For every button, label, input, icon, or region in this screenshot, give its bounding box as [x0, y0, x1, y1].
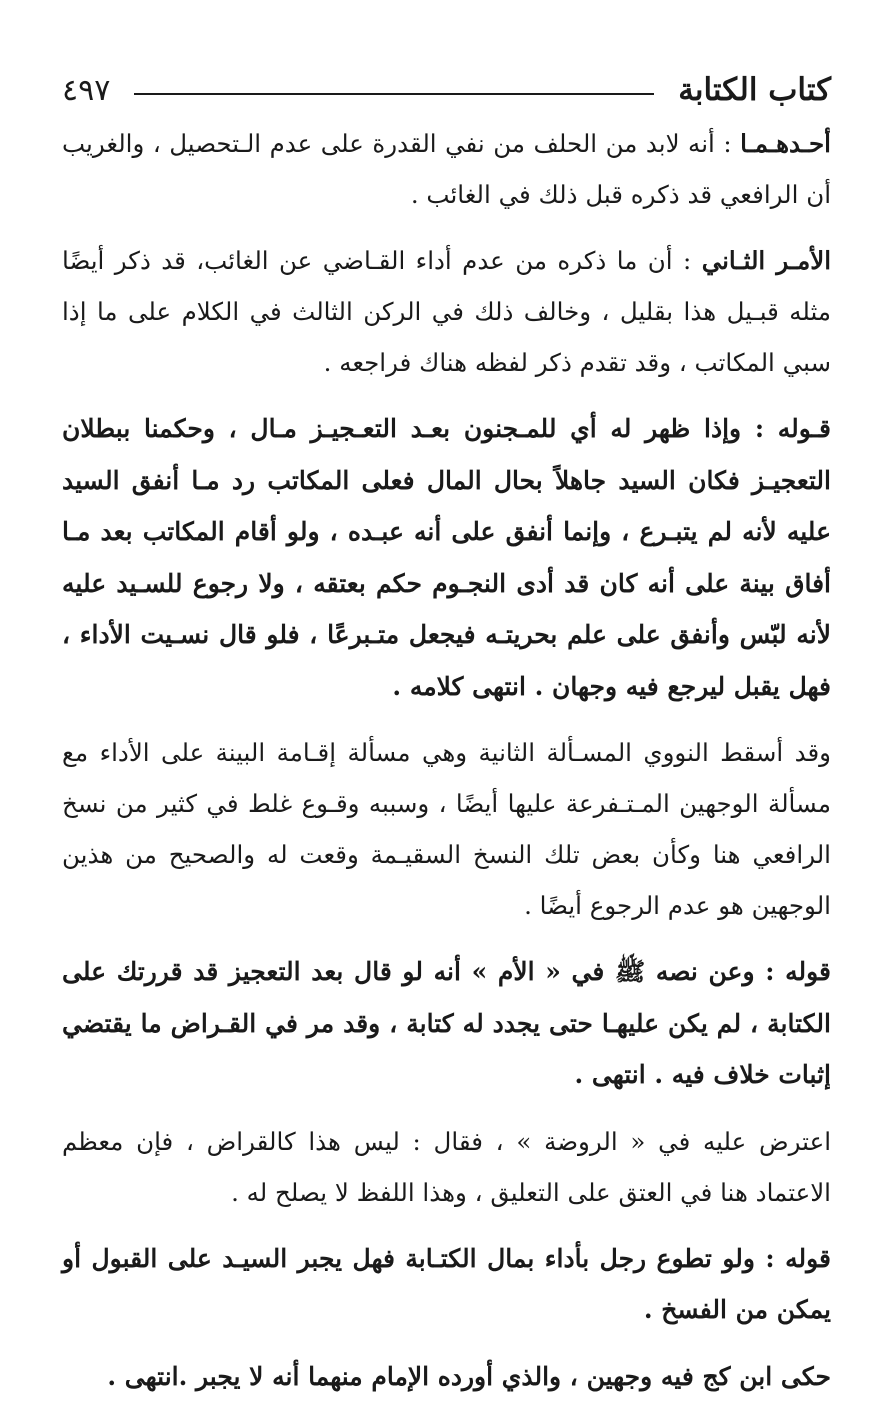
paragraph-lead: أحـدهـمـا — [740, 129, 831, 158]
paragraph-second-point — [62, 235, 831, 388]
page-body — [62, 118, 831, 1402]
commentary-nawawi: وقد أسقط النووي المسـألة الثانية وهي مسألة إقـامة البينة على الأداء مع مسألة الوجهين المـتـفرعة عليها أيضًا ، وسببه وقـوع غلط في كثير من نسخ الرافعي هنا وكأن بعض تلك النسخ السقيـمة وقعت له والصحيح من هذين الوجهين هو عدم الرجوع أيضًا . — [62, 727, 831, 931]
paragraph-text: : أنه لابد من الحلف من نفي القدرة على عدم الـتحصيل ، والغريب أن الرافعي قد ذكره قبل ذلك في الغائب . — [62, 129, 831, 209]
header-rule — [134, 93, 654, 95]
page-number: ٤٩٧ — [62, 73, 110, 108]
paragraph-first-point — [62, 118, 831, 220]
page-header — [62, 62, 831, 118]
commentary-rawda: اعترض عليه في « الروضة » ، فقال : ليس هذا كالقراض ، فإن معظم الاعتماد هنا في العتق على التعليق ، وهذا اللفظ لا يصلح له . — [62, 1116, 831, 1218]
paragraph-lead: الأمـر الثـاني — [702, 246, 831, 275]
quoted-passage-insane-slave: قـوله : وإذا ظهر له أي للمـجنون بعـد التعـجيـز مـال ، وحكمنا ببطلان التعجيـز فكان السيد جاهلاً بحال المال فعلى المكاتب رد مـا أنفق السيد عليه لأنه لم يتبـرع ، وإنما أنفق على أنه عبـده ، ولو أقام المكاتب بعد مـا أفاق بينة على أنه كان قد أدى النجـوم حكم بعتقه ، ولا رجوع للسـيد عليه لأنه لبّس وأنفق على علم بحريتـه فيجعل متـبرعًا ، فلو قال نسـيت الأداء ، فهل يقبل ليرجع فيه وجهان . انتهى كلامه . — [62, 403, 831, 712]
commentary-ibn-kajj: حكى ابن كج فيه وجهين ، والذي أورده الإمام منهما أنه لا يجبر .انتهى . — [62, 1351, 831, 1402]
quoted-passage-volunteer-payment: قوله : ولو تطوع رجل بأداء بمال الكتـابة فهل يجبر السيـد على القبول أو يمكن من الفسخ . — [62, 1233, 831, 1336]
paragraph-text: : أن ما ذكره من عدم أداء القـاضي عن الغائب، قد ذكر أيضًا مثله قبـيل هذا بقليل ، وخالف ذلك في الركن الثالث في الكلام على ما إذا سبي المكاتب ، وقد تقدم ذكر لفظه هناك فراجعه . — [62, 246, 831, 377]
book-title: كتاب الكتابة — [678, 72, 831, 108]
quoted-passage-al-umm: قوله : وعن نصه ﷺ في « الأم » أنه لو قال بعد التعجيز قد قررتك على الكتابة ، لم يكن عليهـا حتى يجدد له كتابة ، وقد مر في القـراض ما يقتضي إثبات خلاف فيه . انتهى . — [62, 946, 831, 1101]
